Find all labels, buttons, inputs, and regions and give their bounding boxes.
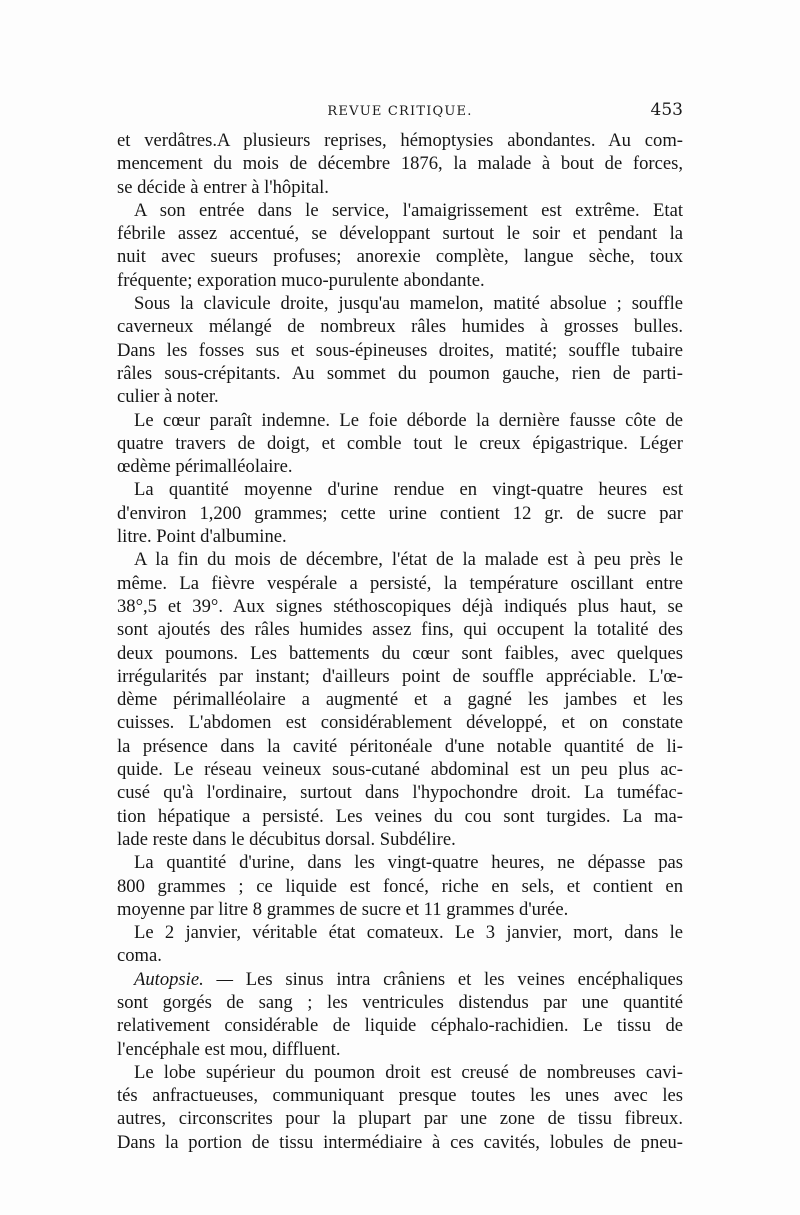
line-text: lade reste dans le décubitus dorsal. Subdélire.	[117, 828, 456, 850]
line-text: même. La fièvre vespérale a persisté, la température oscillant entre	[117, 572, 683, 594]
line-text: nuit avec sueurs profuses; anorexie complète, langue sèche, toux	[117, 246, 683, 268]
line-text: fréquente; exporation muco-purulente abondante.	[117, 269, 485, 291]
text-line	[117, 455, 683, 478]
text-line	[117, 968, 683, 991]
line-text: d'environ 1,200 grammes; cette urine contient 12 gr. de sucre par	[117, 502, 683, 524]
text-line	[117, 898, 683, 921]
text-line	[117, 245, 683, 268]
text-line	[117, 618, 683, 641]
line-text: l'encéphale est mou, diffluent.	[117, 1038, 341, 1060]
line-text: litre. Point d'albumine.	[117, 526, 287, 548]
text-line	[117, 315, 683, 338]
text-line	[117, 805, 683, 828]
body-text	[117, 129, 683, 1154]
line-text: tion hépatique a persisté. Les veines du cou sont turgides. La ma-	[117, 805, 683, 827]
text-line	[117, 851, 683, 874]
text-line	[117, 1061, 683, 1084]
line-text: A son entrée dans le service, l'amaigrissement est extrême. Etat	[134, 199, 683, 221]
line-text: œdème périmalléolaire.	[117, 456, 293, 478]
line-text: Le cœur paraît indemne. Le foie déborde la dernière fausse côte de	[134, 409, 683, 431]
line-text: quatre travers de doigt, et comble tout le creux épigastrique. Léger	[117, 432, 683, 454]
line-text: tés anfractueuses, communiquant presque toutes les unes avec les	[117, 1085, 683, 1107]
line-text: Le lobe supérieur du poumon droit est creusé de nombreuses cavi-	[134, 1061, 683, 1083]
line-text: La quantité moyenne d'urine rendue en vingt-quatre heures est	[134, 479, 683, 501]
line-text: quide. Le réseau veineux sous-cutané abdominal est un peu plus ac-	[117, 759, 683, 781]
text-line	[117, 665, 683, 688]
text-line	[117, 222, 683, 245]
line-text: Dans la portion de tissu intermédiaire à ces cavités, lobules de pneu-	[117, 1131, 683, 1153]
line-text: sont ajoutés des râles humides assez fins, qui occupent la totalité des	[117, 619, 683, 641]
page-number: 453	[650, 100, 683, 120]
line-text: Les sinus intra crâniens et les veines encéphaliques	[245, 968, 683, 990]
text-line	[117, 875, 683, 898]
line-text: relativement considérable de liquide céphalo-rachidien. Le tissu de	[117, 1015, 683, 1037]
line-text: Le 2 janvier, véritable état comateux. Le 3 janvier, mort, dans le	[134, 922, 683, 944]
line-text: 38°,5 et 39°. Aux signes stéthoscopiques déjà indiqués plus haut, se	[117, 595, 683, 617]
line-text: Dans les fosses sus et sous-épineuses droites, matité; souffle tubaire	[117, 339, 683, 361]
line-text: irrégularités par instant; d'ailleurs point de souffle appréciable. L'œ-	[117, 665, 683, 687]
line-text: A la fin du mois de décembre, l'état de la malade est à peu près le	[134, 549, 683, 571]
page-header	[117, 100, 683, 124]
text-line	[117, 129, 683, 152]
text-line	[117, 548, 683, 571]
line-text: la présence dans la cavité péritonéale d'une notable quantité de li-	[117, 735, 683, 757]
line-text: Sous la clavicule droite, jusqu'au mamelon, matité absolue ; souffle	[134, 293, 683, 315]
text-line	[117, 828, 683, 851]
line-text: cusé qu'à l'ordinaire, surtout dans l'hypochondre droit. La tuméfac-	[117, 782, 683, 804]
text-line	[117, 269, 683, 292]
section-heading-autopsie: Autopsie. —	[134, 968, 246, 990]
line-text: La quantité d'urine, dans les vingt-quatre heures, ne dépasse pas	[134, 852, 683, 874]
text-line	[117, 385, 683, 408]
text-line	[117, 502, 683, 525]
text-line	[117, 362, 683, 385]
text-line	[117, 478, 683, 501]
line-text: deux poumons. Les battements du cœur sont faibles, avec quelques	[117, 642, 683, 664]
running-title: REVUE CRITIQUE.	[327, 104, 473, 119]
text-line	[117, 595, 683, 618]
text-line	[117, 339, 683, 362]
text-line	[117, 432, 683, 455]
text-line	[117, 1014, 683, 1037]
line-text: moyenne par litre 8 grammes de sucre et 11 grammes d'urée.	[117, 898, 569, 920]
text-line	[117, 735, 683, 758]
text-line	[117, 642, 683, 665]
line-text: caverneux mélangé de nombreux râles humides à grosses bulles.	[117, 316, 683, 338]
text-line	[117, 1038, 683, 1061]
text-line	[117, 688, 683, 711]
text-line	[117, 921, 683, 944]
text-line	[117, 1084, 683, 1107]
line-text: dème périmalléolaire a augmenté et a gagné les jambes et les	[117, 689, 683, 711]
line-text: cuisses. L'abdomen est considérablement développé, et on constate	[117, 712, 683, 734]
text-line	[117, 991, 683, 1014]
text-line	[117, 1107, 683, 1130]
text-line	[117, 781, 683, 804]
line-text: culier à noter.	[117, 386, 219, 408]
line-text: autres, circonscrites pour la plupart par une zone de tissu fibreux.	[117, 1108, 683, 1130]
line-text: mencement du mois de décembre 1876, la malade à bout de forces,	[117, 153, 683, 175]
text-line	[117, 152, 683, 175]
line-text: se décide à entrer à l'hôpital.	[117, 176, 329, 198]
line-text: râles sous-crépitants. Au sommet du poumon gauche, rien de parti-	[117, 362, 683, 384]
text-line	[117, 711, 683, 734]
line-text: et verdâtres.A plusieurs reprises, hémoptysies abondantes. Au com-	[117, 130, 683, 151]
line-text: coma.	[117, 945, 162, 967]
text-line	[117, 572, 683, 595]
text-line	[117, 409, 683, 432]
text-line	[117, 176, 683, 199]
text-line	[117, 292, 683, 315]
text-line	[117, 525, 683, 548]
line-text: fébrile assez accentué, se développant surtout le soir et pendant la	[117, 223, 683, 245]
line-text: 800 grammes ; ce liquide est foncé, riche en sels, et contient en	[117, 875, 683, 897]
text-line	[117, 199, 683, 222]
line-text: sont gorgés de sang ; les ventricules distendus par une quantité	[117, 991, 683, 1013]
text-line	[117, 758, 683, 781]
text-line	[117, 1131, 683, 1154]
text-line	[117, 944, 683, 967]
